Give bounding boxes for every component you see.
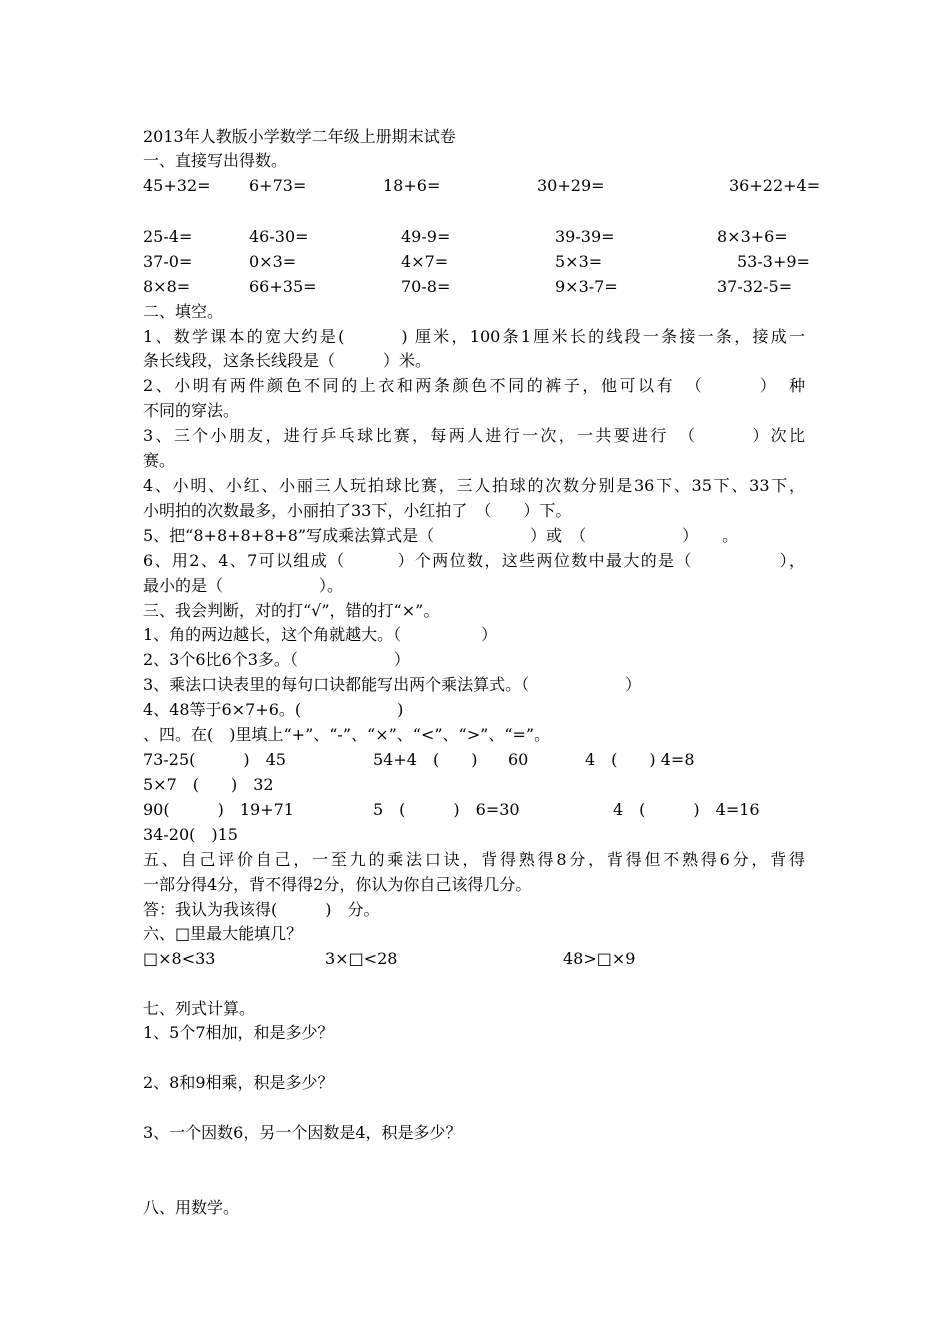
fill-line: 不同的穿法。 [143, 401, 240, 420]
calc-item: 30+29= [537, 176, 605, 195]
calc-item: 8×3+6= [717, 227, 788, 246]
compare-item: 5×7 ( ) 32 [143, 775, 274, 794]
judge-item: 1、角的两边越长，这个角就越大。（ ） [143, 625, 498, 644]
calc-row-1 [143, 174, 821, 198]
judge-item: 3、乘法口诀表里的每句口诀都能写出两个乘法算式。（ ） [143, 675, 642, 694]
fill-line: 6、用2、4、7可以组成（ ）个两位数，这些两位数中最大的是（ ）， [143, 551, 805, 570]
fill-line: 最小的是（ ）。 [143, 576, 344, 595]
box-item: □×8<33 [143, 949, 216, 968]
calc-question: 3、一个因数6，另一个因数是4，积是多少？ [143, 1123, 462, 1142]
calc-row-4 [143, 275, 813, 299]
calc-item: 36+22+4= [729, 176, 821, 195]
calc-item: 4×7= [401, 252, 449, 271]
calc-item: 5×3= [555, 252, 603, 271]
fill-line: 赛。 [143, 451, 176, 470]
section-4-heading: 、四。在( )里填上“+”、“-”、“×”、“<”、“>”、“=”。 [143, 725, 551, 744]
calc-item: 37-0= [143, 252, 193, 271]
section-5-heading: 五、自己评价自己，一至九的乘法口诀，背得熟得8分，背得但不熟得6分，背得 [143, 850, 805, 869]
fill-box-row [143, 947, 813, 971]
calc-item: 53-3+9= [737, 252, 810, 271]
calc-item: 25-4= [143, 227, 193, 246]
section-2-heading: 二、填空。 [143, 302, 224, 321]
fill-line: 3、三个小朋友，进行乒乓球比赛，每两人进行一次，一共要进行 （ ）次比 [143, 426, 805, 445]
section-8-heading: 八、用数学。 [143, 1198, 240, 1217]
fill-line: 5、把“8+8+8+8+8”写成乘法算式是（ ）或 （ ） 。 [143, 526, 739, 545]
calc-question: 1、5个7相加，和是多少？ [143, 1023, 334, 1042]
calc-item: 0×3= [249, 252, 297, 271]
calc-item: 45+32= [143, 176, 211, 195]
section-6-heading: 六、□里最大能填几？ [143, 924, 303, 943]
fill-line: 小明拍的次数最多，小丽拍了33下，小红拍了 （ ）下。 [143, 501, 572, 520]
compare-row-1 [143, 748, 813, 772]
calc-item: 70-8= [401, 277, 451, 296]
judge-item: 2、3个6比6个3多。（ ） [143, 650, 410, 669]
section-5-text: 一部分得4分，背不得得2分，你认为你自己该得几分。 [143, 875, 532, 894]
fill-line: 条长线段，这条长线段是（ ）米。 [143, 351, 432, 370]
calc-row-2 [143, 225, 813, 249]
compare-item: 90( ) 19+71 [143, 800, 294, 819]
compare-item: 34-20( )15 [143, 825, 238, 844]
judge-item: 4、48等于6×7+6。( ) [143, 700, 404, 719]
section-7-heading: 七、列式计算。 [143, 999, 256, 1018]
calc-item: 9×3-7= [555, 277, 618, 296]
calc-item: 39-39= [555, 227, 615, 246]
box-item: 48>□×9 [563, 949, 636, 968]
fill-line: 4、小明、小红、小丽三人玩拍球比赛，三人拍球的次数分别是36下、35下、33下， [143, 476, 805, 495]
calc-item: 49-9= [401, 227, 451, 246]
calc-item: 46-30= [249, 227, 309, 246]
compare-item: 4 ( ) 4=16 [613, 800, 760, 819]
calc-item: 18+6= [383, 176, 441, 195]
compare-item: 4 ( ) 4=8 [585, 750, 695, 769]
calc-item: 8×8= [143, 277, 191, 296]
compare-item: 54+4 ( ) [373, 750, 478, 769]
section-3-heading: 三、我会判断，对的打“√”，错的打“×”。 [143, 601, 440, 620]
fill-line: 2、小明有两件颜色不同的上衣和两条颜色不同的裤子，他可以有 （ ） 种 [143, 376, 805, 395]
compare-item: 5 ( ) 6=30 [373, 800, 520, 819]
calc-item: 6+73= [249, 176, 307, 195]
calc-row-3 [143, 250, 813, 274]
exam-title: 2013年人教版小学数学二年级上册期末试卷 [143, 127, 456, 146]
compare-row-3 [143, 798, 813, 822]
compare-item: 60 [508, 750, 529, 769]
calc-question: 2、8和9相乘，积是多少？ [143, 1073, 334, 1092]
calc-item: 37-32-5= [717, 277, 793, 296]
compare-item: 73-25( ) 45 [143, 750, 286, 769]
fill-line: 1、数学课本的宽大约是( ) 厘米，100条1厘米长的线段一条接一条，接成一 [143, 327, 805, 346]
section-1-heading: 一、直接写出得数。 [143, 151, 288, 170]
calc-item: 66+35= [249, 277, 317, 296]
section-5-answer: 答：我认为我该得( ) 分。 [143, 900, 380, 919]
box-item: 3×□<28 [325, 949, 398, 968]
